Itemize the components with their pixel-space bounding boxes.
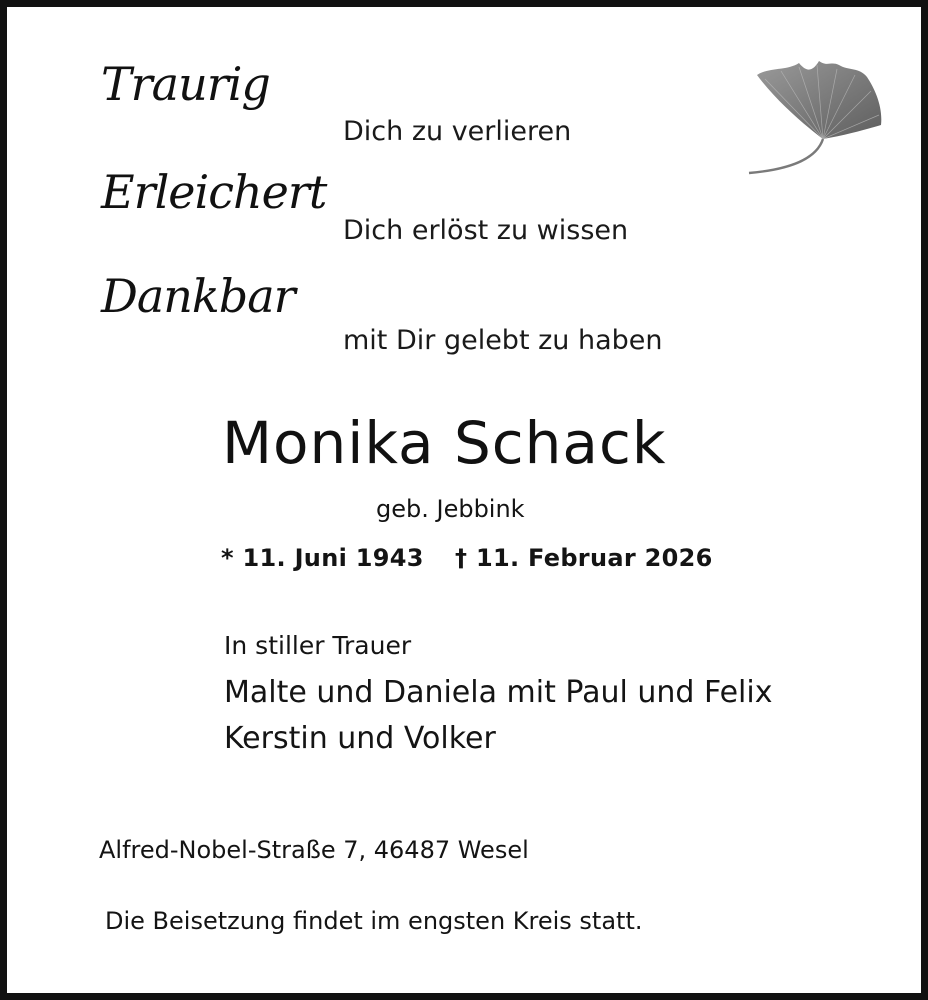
heading-erleichert: Erleichert (101, 165, 327, 219)
birth-date: * 11. Juni 1943 (221, 544, 424, 572)
mourning-label: In stiller Trauer (224, 631, 412, 660)
deceased-name: Monika Schack (222, 409, 667, 477)
address: Alfred-Nobel-Straße 7, 46487 Wesel (99, 836, 529, 864)
funeral-notice: Die Beisetzung findet im engsten Kreis statt. (105, 907, 643, 935)
mourners-line-2: Kerstin und Volker (224, 721, 496, 756)
death-date: † 11. Februar 2026 (455, 544, 713, 572)
phrase-1: Dich zu verlieren (343, 116, 572, 147)
ginkgo-leaf-icon (747, 57, 887, 182)
phrase-2: Dich erlöst zu wissen (343, 215, 629, 246)
heading-traurig: Traurig (101, 57, 270, 111)
mourners-line-1: Malte und Daniela mit Paul und Felix (224, 675, 773, 710)
maiden-name: geb. Jebbink (376, 495, 525, 523)
phrase-3: mit Dir gelebt zu haben (343, 325, 663, 356)
heading-dankbar: Dankbar (101, 269, 295, 323)
